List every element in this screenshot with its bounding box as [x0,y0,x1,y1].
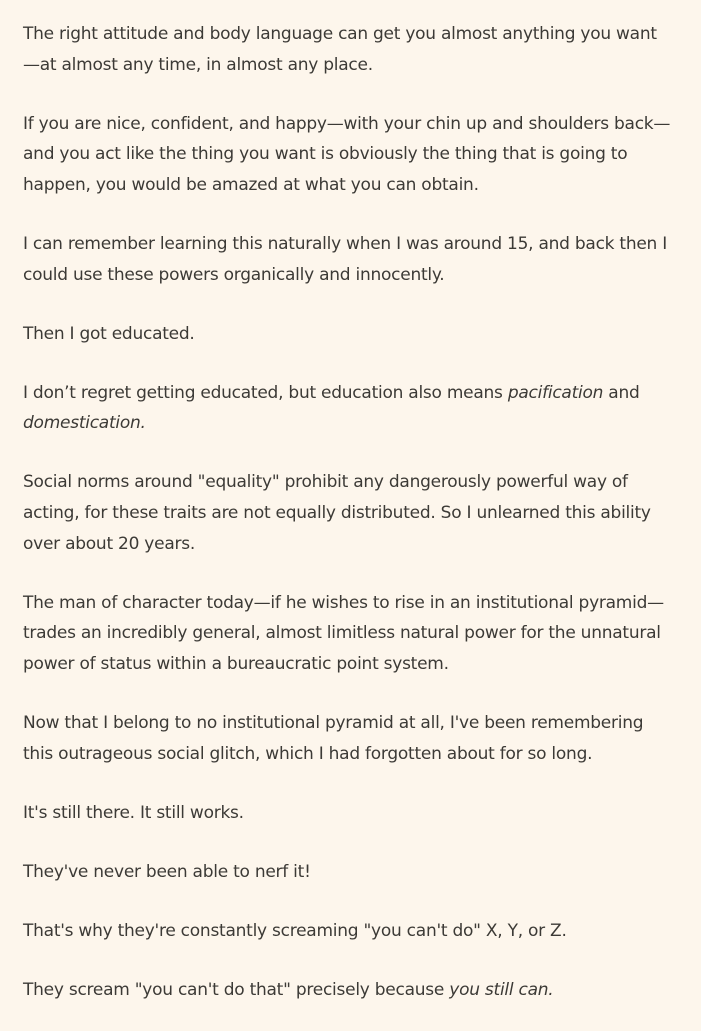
paragraph: They've never been able to nerf it! [23,861,311,882]
emphasis-text: you still can. [449,979,554,1000]
paragraph [23,975,671,1006]
paragraph-text: and [603,382,640,403]
paragraph-text: I don’t regret getting educated, but education also means [23,382,508,403]
paragraph: The right attitude and body language can get you almost anything you want—at almost any time, in almost any place. [23,24,657,75]
paragraph: If you are nice, confident, and happy—with your chin up and shoulders back—and you act like the thing you want is obviously the thing that is going to happen, you would be amazed at what you can obtain. [23,113,671,195]
paragraph: Now that I belong to no institutional pyramid at all, I've been remembering this outrageous social glitch, which I had forgotten about for so long. [23,713,644,764]
paragraph: It's still there. It still works. [23,802,244,823]
emphasis-text: pacification [507,382,604,403]
paragraph: That's why they're constantly screaming "you can't do" X, Y, or Z. [23,920,567,941]
paragraph [23,378,671,439]
paragraph-text: They scream "you can't do that" precisely because [23,979,450,1000]
paragraph: I can remember learning this naturally when I was around 15, and back then I could use these powers organically and innocently. [23,233,667,285]
paragraph: Then I got educated. [23,323,195,344]
paragraph: The man of character today—if he wishes to rise in an institutional pyramid—trades an incredibly general, almost limitless natural power for the unnatural power of status within a bureaucratic point system. [23,592,664,674]
paragraph: Social norms around "equality" prohibit any dangerously powerful way of acting, for these traits are not equally distributed. So I unlearned this ability over about 20 years. [23,472,651,554]
emphasis-text: domestication. [23,413,146,434]
